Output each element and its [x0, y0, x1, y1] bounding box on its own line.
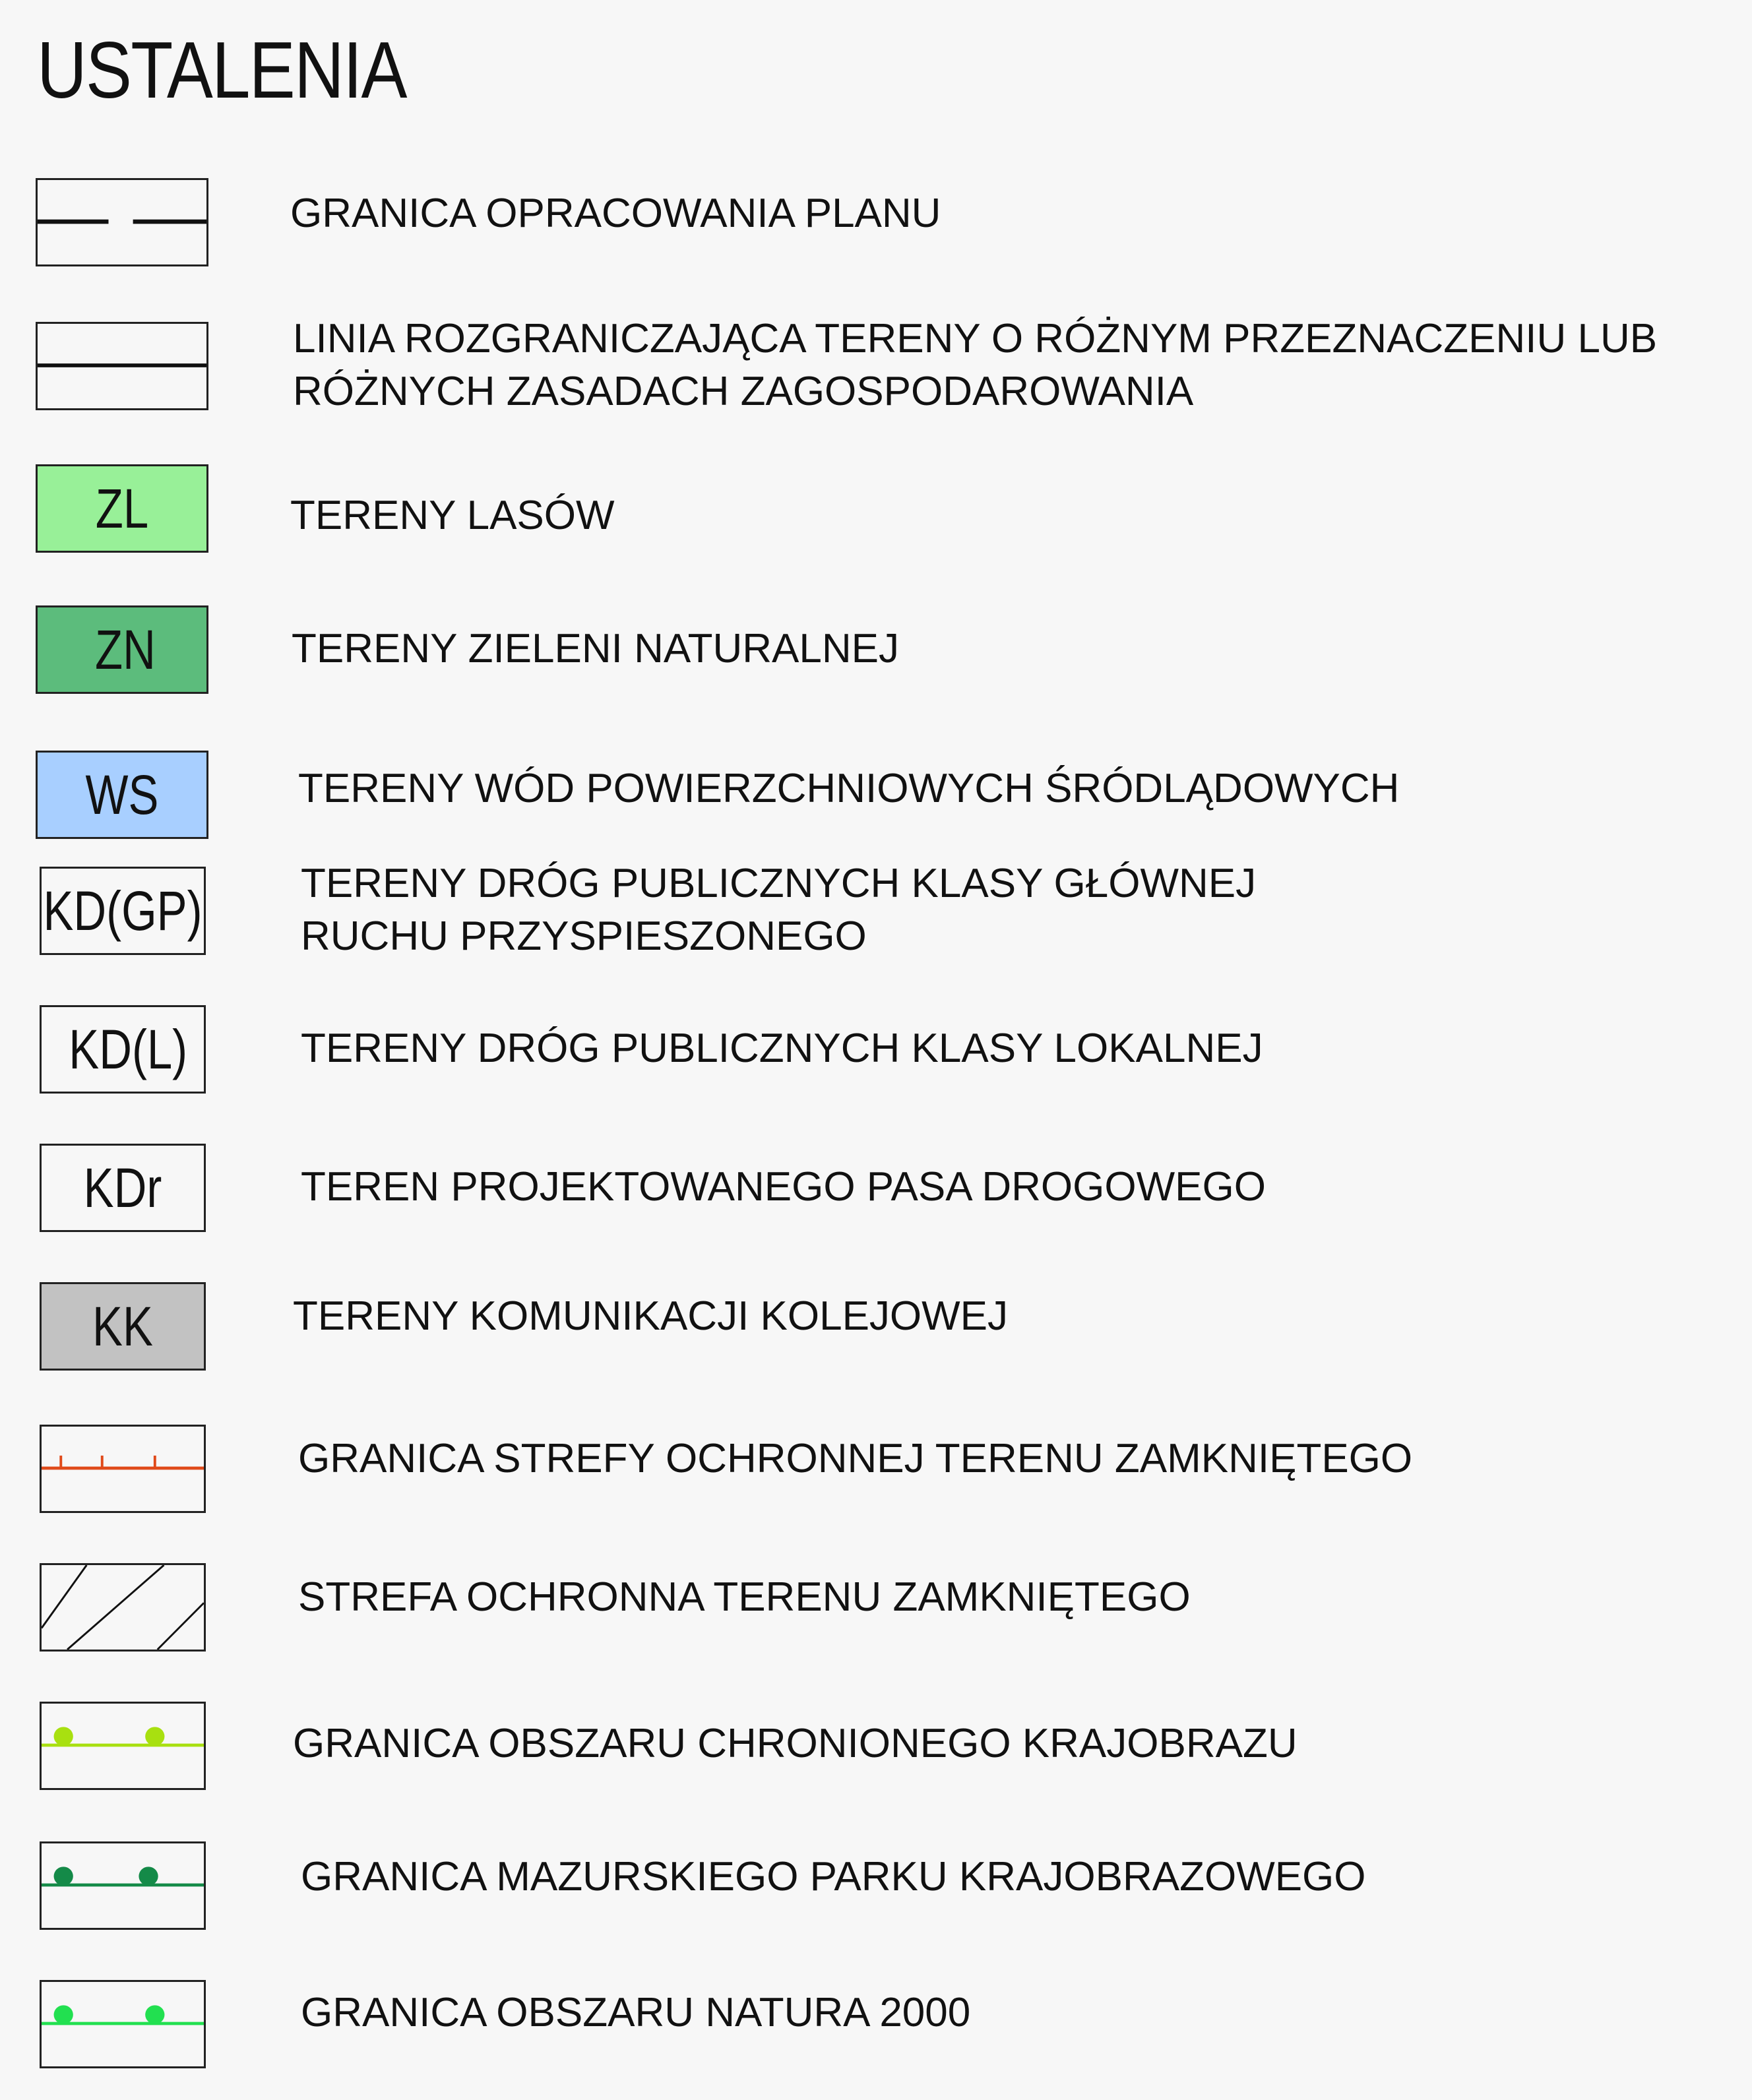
- forest-area-code: ZL: [95, 477, 149, 540]
- closed-zone-hatch-label: STREFA OCHRONNA TERENU ZAMKNIĘTEGO: [298, 1574, 1191, 1620]
- plan-boundary-symbol: [36, 178, 208, 266]
- natural-green-symbol: [36, 605, 208, 694]
- demarcation-line-symbol: [36, 322, 208, 410]
- surface-water-label: TERENY WÓD POWIERZCHNIOWYCH ŚRÓDLĄDOWYCH: [298, 766, 1400, 811]
- protected-landscape-label: GRANICA OBSZARU CHRONIONEGO KRAJOBRAZU: [293, 1721, 1298, 1766]
- closed-zone-boundary-label: GRANICA STREFY OCHRONNEJ TERENU ZAMKNIĘTEGO: [298, 1436, 1413, 1481]
- natural-green-label: TERENY ZIELENI NATURALNEJ: [292, 626, 900, 671]
- closed-zone-boundary-symbol: [40, 1425, 206, 1513]
- main-road-label: TERENY DRÓG PUBLICZNYCH KLASY GŁÓWNEJ RUCHU PRZYSPIESZONEGO: [301, 861, 1257, 959]
- closed-zone-hatch-symbol: [40, 1563, 206, 1652]
- plan-boundary-label: GRANICA OPRACOWANIA PLANU: [290, 191, 941, 236]
- natura-2000-label: GRANICA OBSZARU NATURA 2000: [301, 1990, 971, 2035]
- legend-title: USTALENIA: [37, 25, 406, 115]
- surface-water-code: WS: [85, 763, 159, 826]
- forest-area-label: TERENY LASÓW: [290, 493, 615, 538]
- road-strip-code: KDr: [83, 1156, 162, 1219]
- road-strip-label: TEREN PROJEKTOWANEGO PASA DROGOWEGO: [301, 1164, 1266, 1210]
- main-road-symbol: [40, 867, 206, 955]
- road-strip-symbol: [40, 1144, 206, 1232]
- railway-area-label: TERENY KOMUNIKACJI KOLEJOWEJ: [293, 1293, 1009, 1339]
- railway-area-code: KK: [92, 1295, 153, 1357]
- natura-2000-symbol: [40, 1980, 206, 2068]
- main-road-code: KD(GP): [43, 879, 203, 942]
- natural-green-code: ZN: [95, 618, 156, 681]
- local-road-code: KD(L): [69, 1018, 188, 1080]
- local-road-label: TERENY DRÓG PUBLICZNYCH KLASY LOKALNEJ: [301, 1026, 1263, 1071]
- protected-landscape-symbol: [40, 1702, 206, 1790]
- local-road-symbol: [40, 1005, 206, 1094]
- forest-area-symbol: [36, 464, 208, 553]
- mazurian-park-label: GRANICA MAZURSKIEGO PARKU KRAJOBRAZOWEGO: [301, 1854, 1366, 1899]
- surface-water-symbol: [36, 751, 208, 839]
- demarcation-line-label: LINIA ROZGRANICZAJĄCA TERENY O RÓŻNYM PRZEZNACZENIU LUB RÓŻNYCH ZASADACH ZAGOSPODAROWANIA: [293, 316, 1658, 414]
- mazurian-park-symbol: [40, 1841, 206, 1930]
- railway-area-symbol: [40, 1282, 206, 1371]
